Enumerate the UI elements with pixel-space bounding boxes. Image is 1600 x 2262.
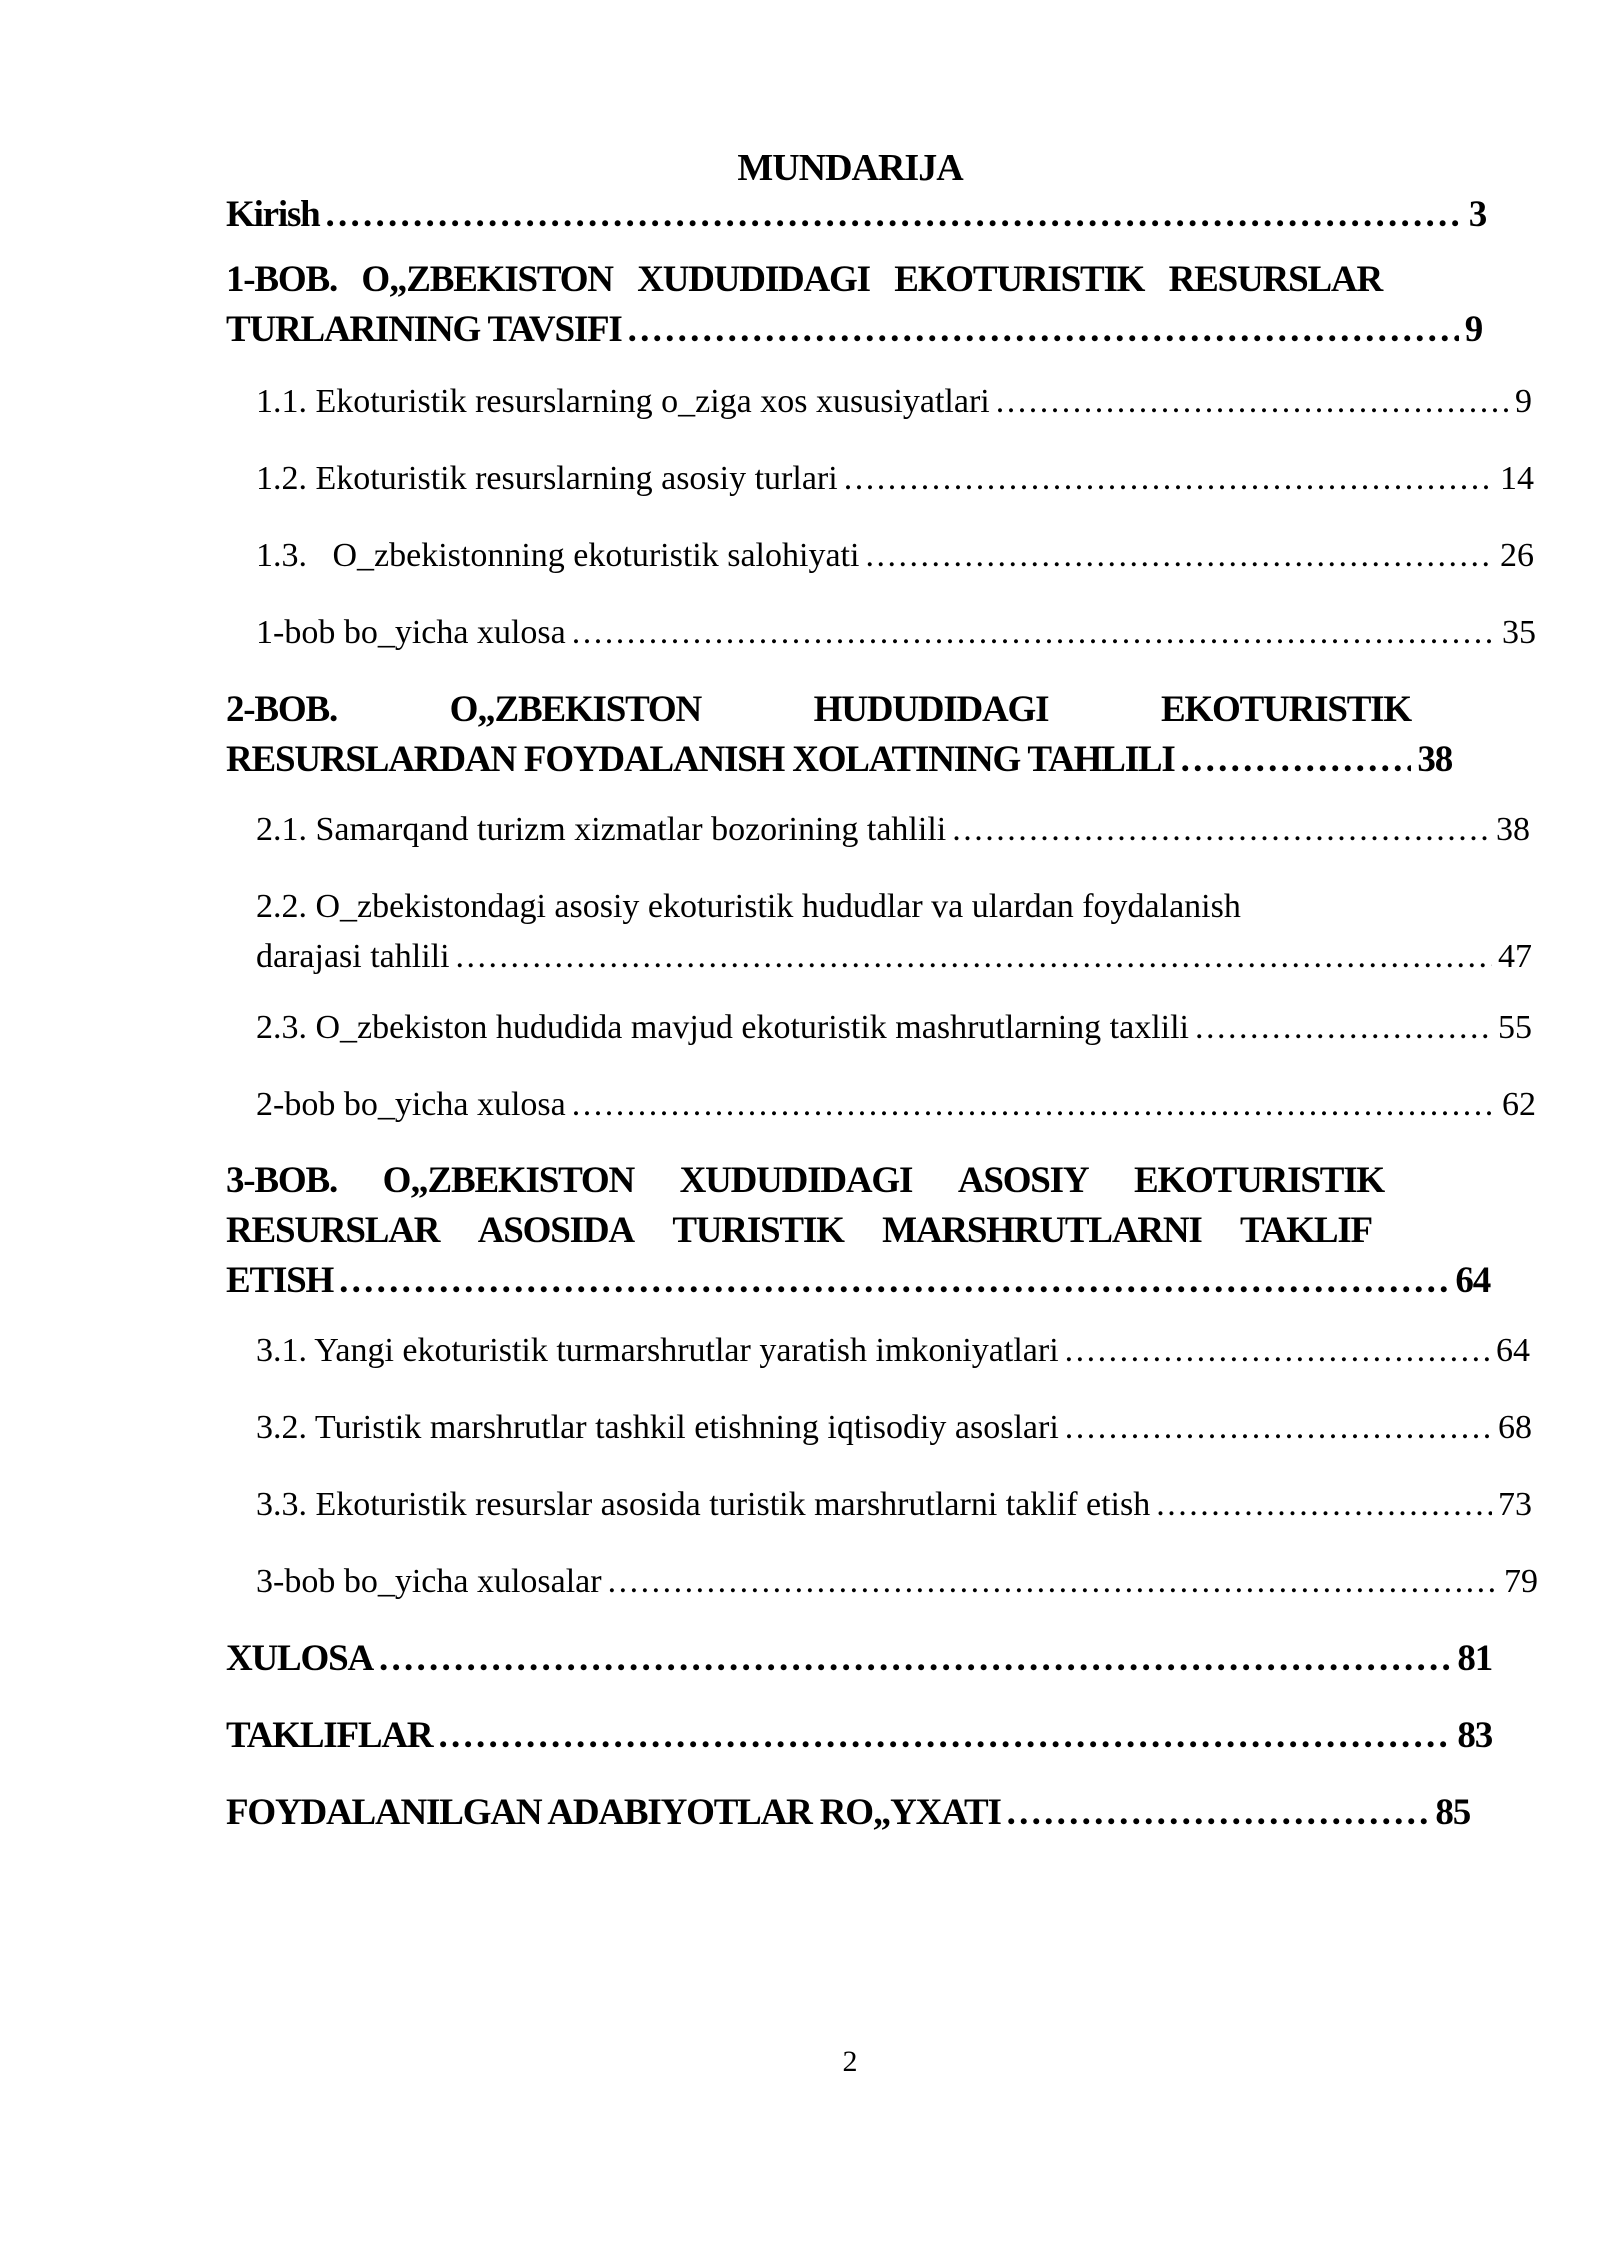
toc-chapter-3-line1[interactable] [226, 1156, 1384, 1206]
toc-entry-label: TURLARINING TAVSIFI [226, 309, 622, 350]
leader-dots [456, 932, 1492, 982]
leader-dots [844, 454, 1494, 504]
toc-page-number: 73 [1498, 1486, 1532, 1523]
toc-entry-label: 3.2. Turistik marshrutlar tashkil etishning iqtisodiy asoslari [256, 1409, 1059, 1446]
chapter-word: MARSHRUTLARNI [882, 1210, 1202, 1251]
toc-entry-label: Kirish [226, 194, 320, 235]
toc-section-1-2[interactable] [256, 454, 1534, 504]
toc-entry-label: darajasi tahlili [256, 938, 450, 975]
leader-dots [572, 608, 1496, 658]
toc-page-number: 3 [1468, 194, 1486, 235]
chapter-word: TAKLIF [1240, 1210, 1372, 1251]
chapter-word: ASOSIY [957, 1160, 1089, 1201]
toc-section-2-2-line1[interactable] [256, 882, 1532, 932]
toc-section-3-2[interactable] [256, 1403, 1532, 1453]
chapter-word: XUDUDIDAGI [637, 259, 870, 300]
toc-entry-label: RESURSLARDAN FOYDALANISH XOLATINING TAHLILI [226, 739, 1175, 780]
page-number: 2 [842, 2045, 858, 2078]
toc-section-2-summary[interactable] [256, 1080, 1536, 1130]
chapter-word: 1-BOB. [226, 259, 338, 300]
toc-chapter-3-line2[interactable] [226, 1206, 1372, 1256]
leader-dots [865, 531, 1494, 581]
toc-entry-label: 1.1. Ekoturistik resurslarning o_ziga xos xususiyatlari [256, 383, 990, 420]
leader-dots [572, 1080, 1496, 1130]
chapter-word: 2-BOB. [226, 689, 338, 730]
toc-page-number: 64 [1496, 1332, 1530, 1369]
toc-entry-label: XULOSA [226, 1638, 373, 1679]
chapter-word: O„ZBEKISTON [382, 1160, 634, 1201]
chapter-word: TURISTIK [672, 1210, 844, 1251]
toc-section-2-3[interactable] [256, 1003, 1532, 1053]
toc-chapter-2-line2[interactable] [226, 735, 1452, 785]
toc-page-number: 38 [1417, 739, 1452, 780]
chapter-word: EKOTURISTIK [894, 259, 1145, 300]
chapter-word: 3-BOB. [226, 1160, 338, 1201]
toc-page-number: 81 [1457, 1638, 1492, 1679]
toc-page-number: 47 [1498, 938, 1532, 975]
toc-page-number: 9 [1515, 383, 1532, 420]
toc-entry-label: 3.1. Yangi ekoturistik turmarshrutlar yaratish imkoniyatlari [256, 1332, 1059, 1369]
toc-entry-label: 2.1. Samarqand turizm xizmatlar bozorining tahlili [256, 811, 947, 848]
chapter-word: EKOTURISTIK [1133, 1160, 1384, 1201]
toc-page-number: 85 [1435, 1792, 1470, 1833]
leader-dots [628, 305, 1459, 355]
toc-section-3-3[interactable] [256, 1480, 1532, 1530]
toc-entry-label: 3-bob bo_yicha xulosalar [256, 1563, 602, 1600]
leader-dots [1065, 1326, 1490, 1376]
chapter-word: RESURSLAR [226, 1210, 440, 1251]
toc-entry-kirish[interactable] [226, 190, 1486, 240]
leader-dots [608, 1557, 1498, 1607]
toc-entry-takliflar[interactable] [226, 1711, 1492, 1761]
toc-entry-label: 2.2. O_zbekistondagi asosiy ekoturistik hududlar va ulardan foydalanish [256, 888, 1241, 925]
chapter-word: HUDUDIDAGI [813, 689, 1049, 730]
toc-section-3-1[interactable] [256, 1326, 1530, 1376]
toc-entry-label: 3.3. Ekoturistik resurslar asosida turistik marshrutlarni taklif etish [256, 1486, 1151, 1523]
leader-dots [952, 805, 1490, 855]
toc-entry-label: 1-bob bo_yicha xulosa [256, 614, 566, 651]
toc-entry-label: ETISH [226, 1260, 334, 1301]
chapter-word: RESURSLAR [1168, 259, 1382, 300]
chapter-word: O„ZBEKISTON [361, 259, 613, 300]
toc-entry-label: 2.3. O_zbekiston hududida mavjud ekoturistik mashrutlarning taxlili [256, 1009, 1189, 1046]
toc-section-2-2-line2[interactable] [256, 932, 1532, 982]
leader-dots [1156, 1480, 1492, 1530]
toc-page-number: 62 [1502, 1086, 1536, 1123]
toc-section-1-3[interactable] [256, 531, 1534, 581]
leader-dots [996, 377, 1509, 427]
leader-dots [326, 190, 1463, 240]
toc-entry-label: TAKLIFLAR [226, 1715, 433, 1756]
toc-page-number: 9 [1464, 309, 1482, 350]
chapter-word: ASOSIDA [477, 1210, 634, 1251]
toc-page-number: 68 [1498, 1409, 1532, 1446]
toc-chapter-2-line1[interactable] [226, 685, 1411, 735]
toc-page-number: 38 [1496, 811, 1530, 848]
toc-chapter-1-line1[interactable] [226, 255, 1382, 305]
toc-entry-label: FOYDALANILGAN ADABIYOTLAR RO„YXATI [226, 1792, 1001, 1833]
toc-section-1-summary[interactable] [256, 608, 1536, 658]
toc-page-number: 55 [1498, 1009, 1532, 1046]
toc-chapter-3-line3[interactable] [226, 1256, 1490, 1306]
toc-entry-xulosa[interactable] [226, 1634, 1492, 1684]
toc-page-number: 83 [1457, 1715, 1492, 1756]
toc-page-number: 64 [1455, 1260, 1490, 1301]
leader-dots [438, 1711, 1451, 1761]
toc-chapter-1-line2[interactable] [226, 305, 1482, 355]
leader-dots [379, 1634, 1451, 1684]
chapter-word: EKOTURISTIK [1160, 689, 1411, 730]
leader-dots [1195, 1003, 1492, 1053]
leader-dots [339, 1256, 1449, 1306]
leader-dots [1007, 1788, 1430, 1838]
toc-entry-adabiyotlar[interactable] [226, 1788, 1470, 1838]
toc-entry-label: 1.3. O_zbekistonning ekoturistik salohiyati [256, 537, 860, 574]
leader-dots [1181, 735, 1412, 785]
toc-section-3-summary[interactable] [256, 1557, 1538, 1607]
toc-page-number: 14 [1500, 460, 1534, 497]
toc-entry-label: 2-bob bo_yicha xulosa [256, 1086, 566, 1123]
leader-dots [1065, 1403, 1492, 1453]
toc-page-number: 26 [1500, 537, 1534, 574]
chapter-word: O„ZBEKISTON [449, 689, 702, 730]
toc-page-number: 79 [1504, 1563, 1538, 1600]
toc-section-1-1[interactable] [256, 377, 1532, 427]
toc-entry-label: 1.2. Ekoturistik resurslarning asosiy turlari [256, 460, 838, 497]
chapter-word: XUDUDIDAGI [679, 1160, 913, 1201]
toc-page-number: 35 [1502, 614, 1536, 651]
toc-section-2-1[interactable] [256, 805, 1530, 855]
toc-title: MUNDARIJA [737, 147, 963, 189]
